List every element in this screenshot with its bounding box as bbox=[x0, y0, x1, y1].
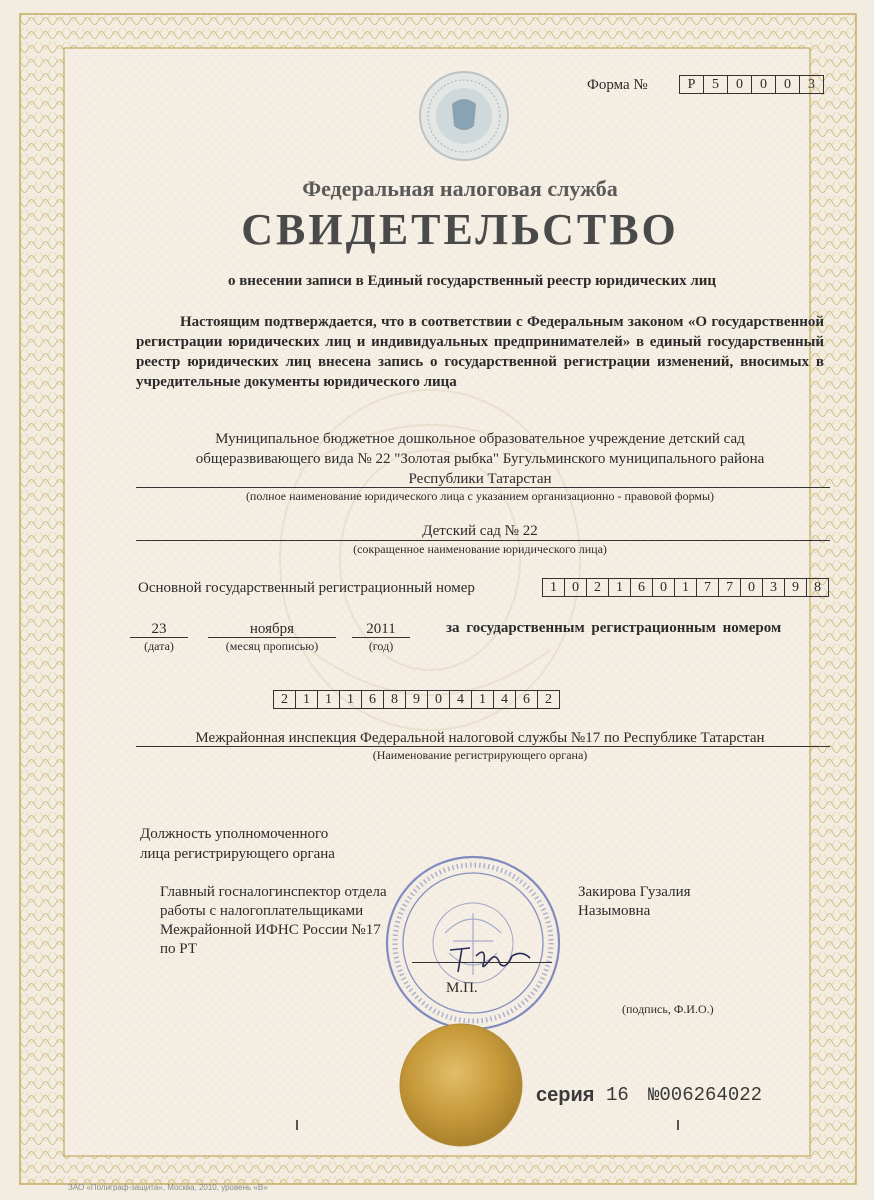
short-name-caption: (сокращенное наименование юридического лица) bbox=[353, 542, 607, 556]
ogrn-digit: 0 bbox=[652, 578, 674, 597]
year-underline bbox=[352, 637, 410, 638]
form-code-cell: 3 bbox=[799, 75, 824, 94]
grn-digit: 1 bbox=[317, 690, 339, 709]
ogrn-digit: 6 bbox=[630, 578, 652, 597]
ogrn-digit: 2 bbox=[586, 578, 608, 597]
ogrn-digit: 0 bbox=[564, 578, 586, 597]
gold-seal-icon bbox=[398, 1022, 524, 1148]
year-caption: (год) bbox=[368, 639, 394, 653]
grn-digit: 0 bbox=[427, 690, 449, 709]
ogrn-digit: 1 bbox=[542, 578, 564, 597]
authority-name: Межрайонная инспекция Федеральной налоговой службы №17 по Республике Татарстан bbox=[195, 730, 765, 746]
form-code-cell: Р bbox=[679, 75, 703, 94]
month-underline bbox=[208, 637, 336, 638]
form-label: Форма № bbox=[587, 77, 648, 93]
fold-mark bbox=[296, 1120, 298, 1130]
series-label: серия bbox=[536, 1084, 595, 1106]
position-line2: работы с налогоплательщиками bbox=[160, 903, 364, 919]
stamp-mark: М.П. bbox=[446, 980, 478, 996]
grn-digit: 6 bbox=[361, 690, 383, 709]
form-code bbox=[679, 75, 824, 94]
form-code-cell: 0 bbox=[727, 75, 751, 94]
ogrn-digit: 7 bbox=[696, 578, 718, 597]
person-name-line2: Назымовна bbox=[578, 903, 651, 919]
full-name-caption: (полное наименование юридического лица с указанием организационно - правовой формы) bbox=[245, 489, 715, 503]
date-day: 23 bbox=[151, 621, 167, 637]
authority-underline bbox=[136, 746, 830, 747]
position-line1: Главный госналогинспектор отдела bbox=[160, 884, 387, 900]
grn-digit: 1 bbox=[471, 690, 493, 709]
grn-digit: 6 bbox=[515, 690, 537, 709]
ogrn-digit: 3 bbox=[762, 578, 784, 597]
person-name-line1: Закирова Гузалия bbox=[578, 884, 691, 900]
emblem-icon bbox=[418, 70, 510, 162]
entity-full-name-line3: Республики Татарстан bbox=[408, 471, 552, 487]
ogrn-digit: 8 bbox=[806, 578, 829, 597]
series-value: 16 bbox=[606, 1084, 629, 1106]
full-name-underline bbox=[136, 487, 830, 488]
ogrn-digit: 0 bbox=[740, 578, 762, 597]
entity-short-name: Детский сад № 22 bbox=[422, 523, 538, 539]
short-name-underline bbox=[136, 540, 830, 541]
entity-full-name-line2: общеразвивающего вида № 22 "Золотая рыбка" Бугульминского муниципального района bbox=[195, 451, 765, 467]
grn-digit: 2 bbox=[537, 690, 560, 709]
form-code-cell: 0 bbox=[775, 75, 799, 94]
signature-line bbox=[412, 962, 552, 963]
signature-caption: (подпись, Ф.И.О.) bbox=[622, 1002, 714, 1016]
position-line3: Межрайонной ИФНС России №17 bbox=[160, 922, 381, 938]
position-label-line1: Должность уполномоченного bbox=[140, 826, 329, 842]
service-name: Федеральная налоговая служба bbox=[302, 176, 618, 201]
date-month: ноября bbox=[249, 621, 295, 637]
ogrn-digit: 1 bbox=[674, 578, 696, 597]
ogrn-digit: 1 bbox=[608, 578, 630, 597]
form-code-cell: 0 bbox=[751, 75, 775, 94]
certificate-subtitle: о внесении записи в Единый государственный реестр юридических лиц bbox=[227, 273, 717, 289]
day-caption: (дата) bbox=[144, 639, 174, 653]
day-underline bbox=[130, 637, 188, 638]
grn-digit: 4 bbox=[449, 690, 471, 709]
printer-info: ЗАО «Полиграф-защита», Москва, 2010, уровень «В» bbox=[68, 1183, 268, 1192]
grn-digit: 4 bbox=[493, 690, 515, 709]
grn-digit: 1 bbox=[295, 690, 317, 709]
ogrn-label: Основной государственный регистрационный номер bbox=[138, 580, 475, 596]
statement-text: Настоящим подтверждается, что в соответствии с Федеральным законом «О государственной регистрации юридических лиц и индивидуальных предпринимателей» в единый государственный реестр юридических лиц внесена запись о государственной регистрации изменений, вносимых в учредительные документы юридического лица bbox=[136, 314, 824, 390]
grn-digit: 8 bbox=[383, 690, 405, 709]
date-year: 2011 bbox=[366, 621, 396, 637]
serial-number: №006264022 bbox=[648, 1084, 763, 1106]
authority-caption: (Наименование регистрирующего органа) bbox=[372, 748, 588, 762]
ogrn-digit: 9 bbox=[784, 578, 806, 597]
position-line4: по РТ bbox=[160, 941, 197, 957]
grn-number bbox=[273, 690, 560, 709]
position-label-line2: лица регистрирующего органа bbox=[140, 846, 335, 862]
ogrn-number bbox=[542, 578, 829, 597]
form-code-cell: 5 bbox=[703, 75, 727, 94]
certificate-title: СВИДЕТЕЛЬСТВО bbox=[241, 205, 679, 254]
signature-icon bbox=[440, 938, 540, 978]
ogrn-digit: 7 bbox=[718, 578, 740, 597]
reg-number-label: за государственным регистрационным номером bbox=[446, 620, 782, 636]
grn-digit: 9 bbox=[405, 690, 427, 709]
grn-digit: 1 bbox=[339, 690, 361, 709]
entity-full-name-line1: Муниципальное бюджетное дошкольное образовательное учреждение детский сад bbox=[215, 431, 745, 447]
month-caption: (месяц прописью) bbox=[225, 639, 319, 653]
fold-mark bbox=[677, 1120, 679, 1130]
grn-digit: 2 bbox=[273, 690, 295, 709]
